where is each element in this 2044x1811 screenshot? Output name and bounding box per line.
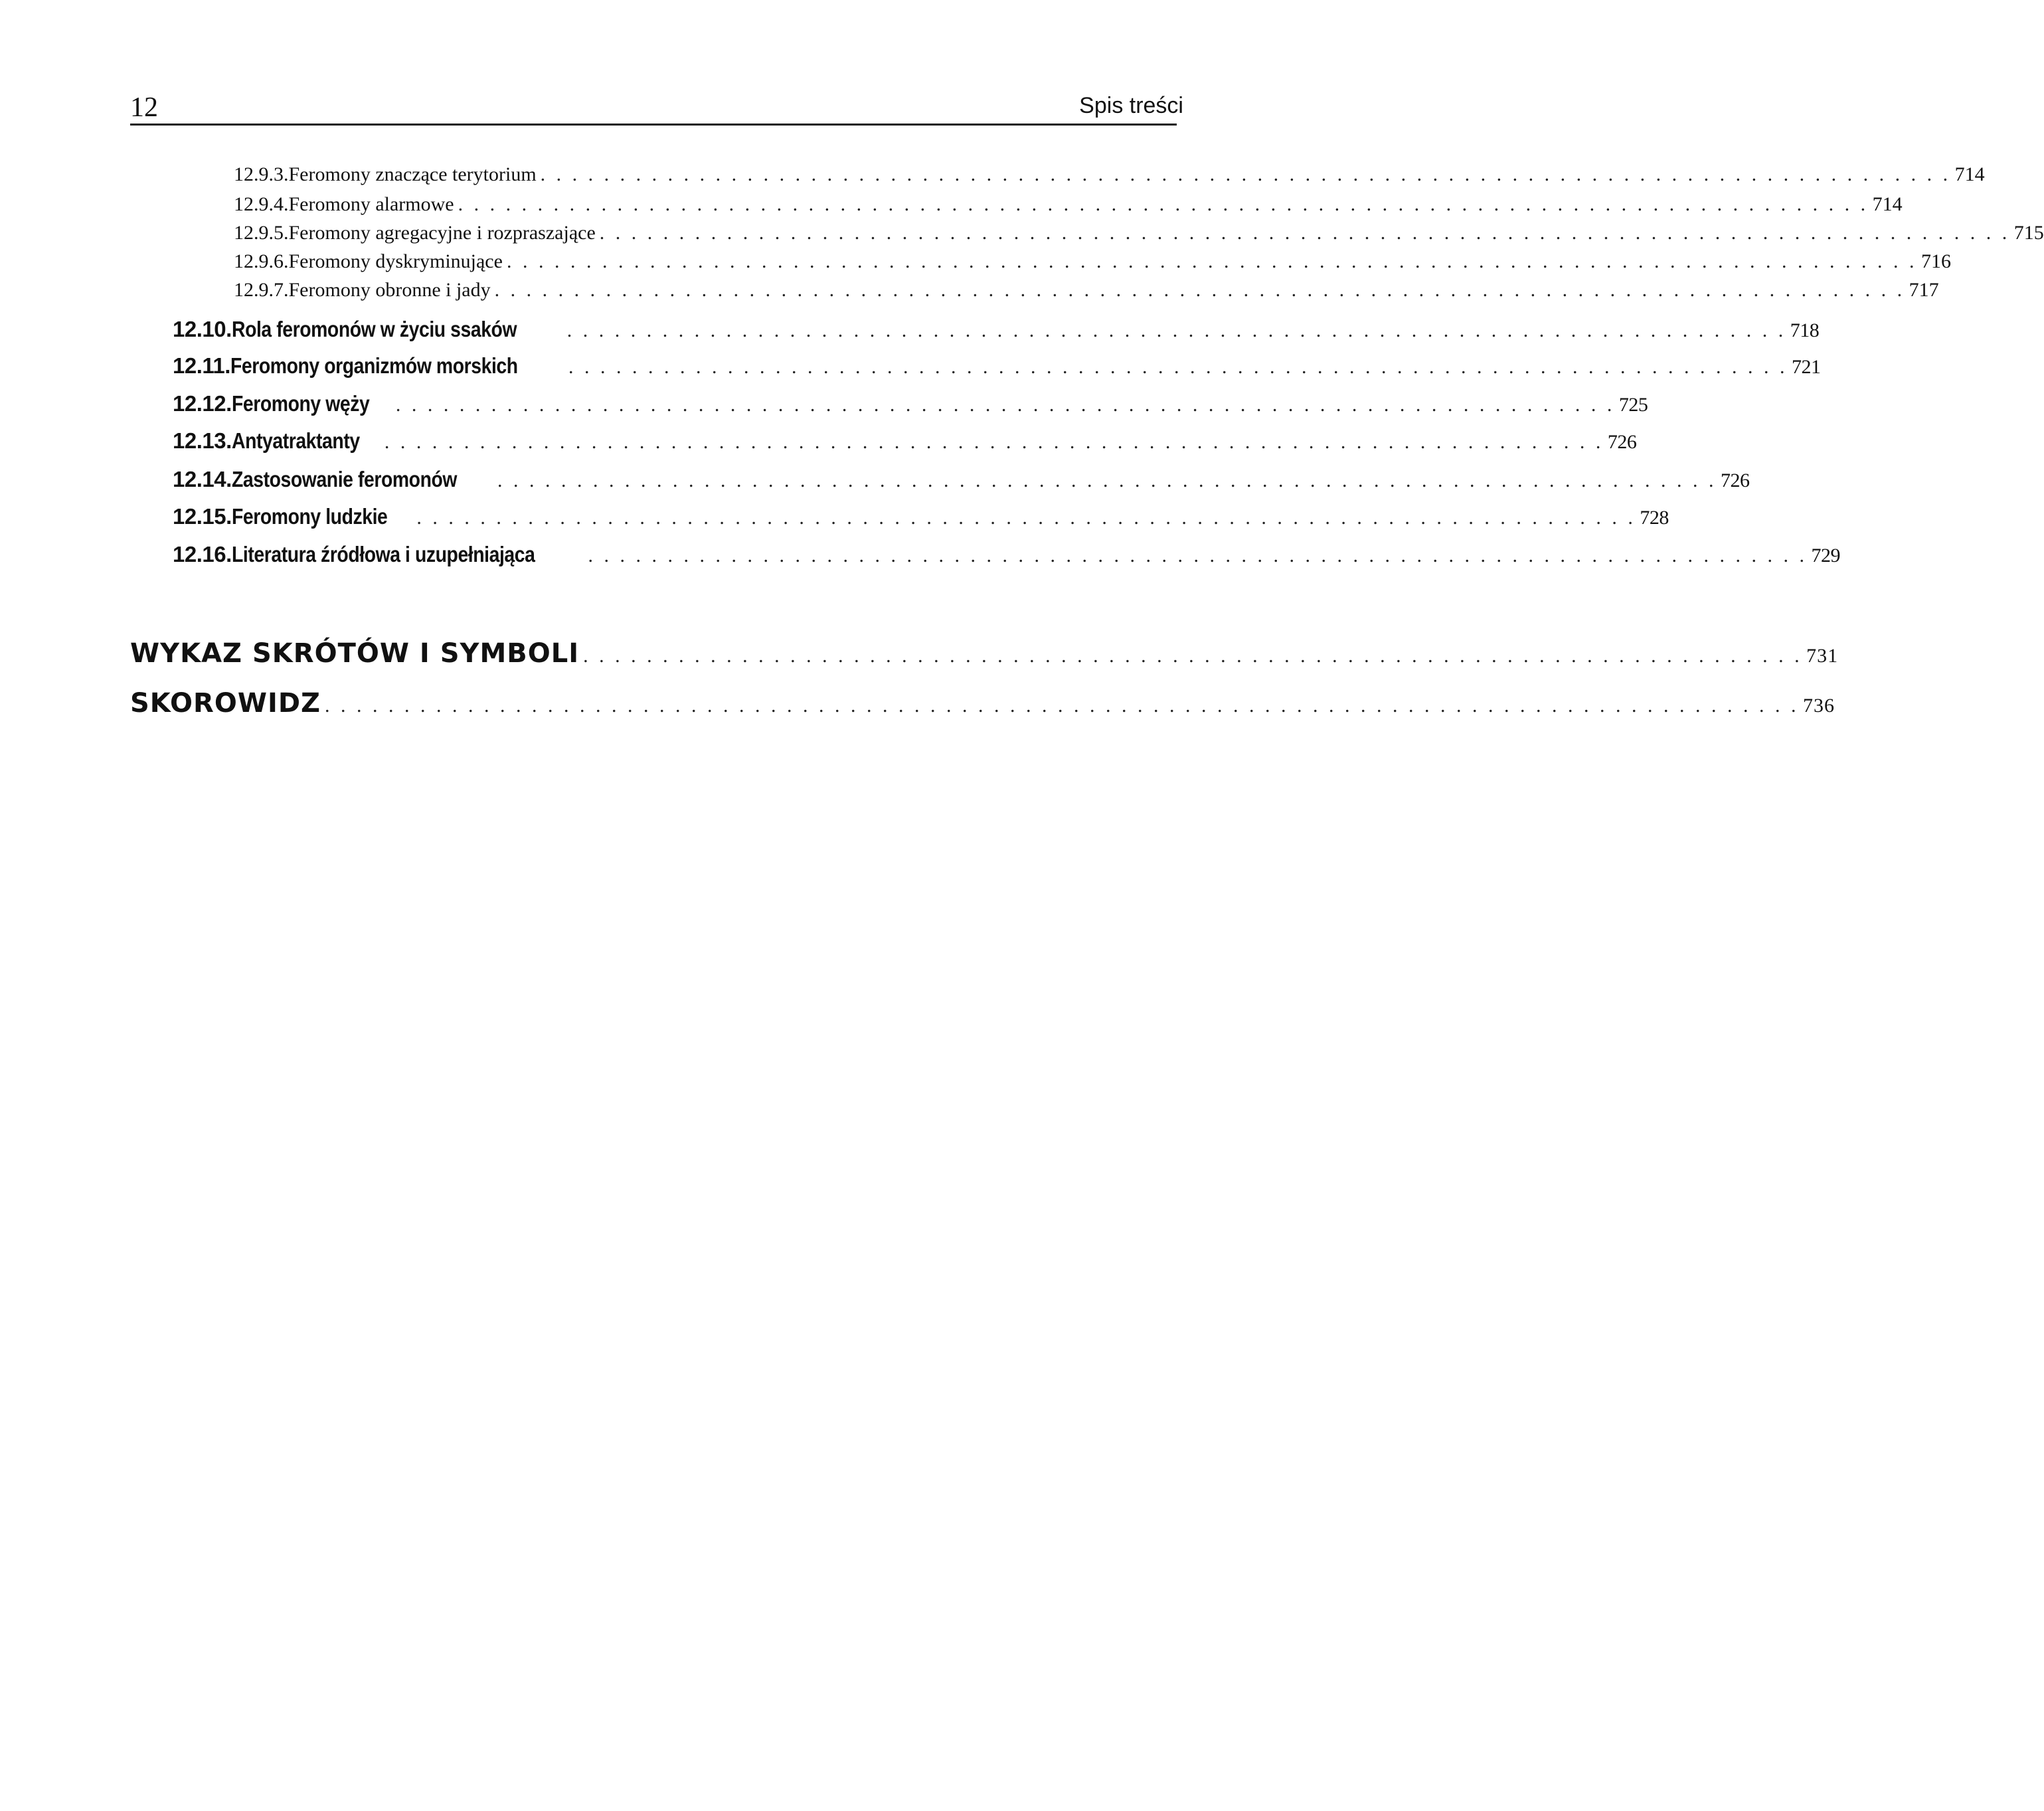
- toc-leader-dots: . . . . . . . . . . . . . . . . . . . . . . . . . . . . . . . . . . . . . . . . . . . . . . . . . . . . . . . . . . . . . . . . . . . . . . . . . . . . .: [568, 356, 1788, 378]
- toc-entry-page: 716: [1920, 250, 1951, 272]
- toc-entry[interactable]: [173, 391, 1648, 416]
- toc-chapter-entry[interactable]: [130, 688, 1835, 719]
- toc-entry[interactable]: [234, 193, 1903, 216]
- toc-leader-dots: . . . . . . . . . . . . . . . . . . . . . . . . . . . . . . . . . . . . . . . . . . . . . . . . . . . . . . . . . . . . . . . . . . . . . . . . . . . . .: [497, 470, 1717, 491]
- toc-entry[interactable]: [173, 428, 1637, 454]
- toc-entry-number: 12.11.: [173, 353, 230, 378]
- toc-chapter-title: SKOROWIDZ: [130, 688, 321, 719]
- toc-entry-number: 12.13.: [173, 428, 232, 453]
- toc-entry-page: 714: [1872, 193, 1903, 215]
- toc-entry-page: 718: [1790, 319, 1820, 341]
- toc-entry-page: 725: [1618, 394, 1648, 416]
- toc-leader-dots: . . . . . . . . . . . . . . . . . . . . . . . . . . . . . . . . . . . . . . . . . . . . . . . . . . . . . . . . . . . . . . . . . . . . . . . . . . . . .: [583, 645, 1803, 667]
- toc-leader-dots: . . . . . . . . . . . . . . . . . . . . . . . . . . . . . . . . . . . . . . . . . . . . . . . . . . . . . . . . . . . . . . . . . . . . . . . . . . . . . . . . . . . . . . . . .: [540, 163, 1951, 185]
- toc-leader-dots: . . . . . . . . . . . . . . . . . . . . . . . . . . . . . . . . . . . . . . . . . . . . . . . . . . . . . . . . . . . . . . . . . . . . . . . . . . . . .: [588, 545, 1808, 566]
- toc-entry[interactable]: [173, 353, 1821, 379]
- toc-entry-title: Feromony węży: [231, 391, 370, 416]
- toc-entry-number: 12.16.: [173, 542, 232, 566]
- toc-entry-number: 12.9.5.: [234, 222, 289, 244]
- toc-leader-dots: . . . . . . . . . . . . . . . . . . . . . . . . . . . . . . . . . . . . . . . . . . . . . . . . . . . . . . . . . . . . . . . . . . . . . . . . . . . . .: [416, 507, 1636, 529]
- toc-entry-title: Rola feromonów w życiu ssaków: [231, 317, 517, 341]
- page-header: [130, 86, 1183, 126]
- toc-leader-dots: . . . . . . . . . . . . . . . . . . . . . . . . . . . . . . . . . . . . . . . . . . . . . . . . . . . . . . . . . . . . . . . . . . . . . . . . . . . . . . . . . . . . . . . . . . . . .: [325, 695, 1800, 717]
- toc-entry-number: 12.14.: [173, 467, 232, 491]
- toc-entry[interactable]: [234, 222, 2044, 244]
- toc-leader-dots: . . . . . . . . . . . . . . . . . . . . . . . . . . . . . . . . . . . . . . . . . . . . . . . . . . . . . . . . . . . . . . . . . . . . . . . . . . . . . . . . . . . . . . . . .: [506, 250, 1917, 272]
- toc-leader-dots: . . . . . . . . . . . . . . . . . . . . . . . . . . . . . . . . . . . . . . . . . . . . . . . . . . . . . . . . . . . . . . . . . . . . . . . . . . . . .: [395, 394, 1615, 416]
- toc-entry[interactable]: [173, 467, 1750, 492]
- toc-entry-number: 12.9.6.: [234, 250, 289, 272]
- toc-leader-dots: . . . . . . . . . . . . . . . . . . . . . . . . . . . . . . . . . . . . . . . . . . . . . . . . . . . . . . . . . . . . . . . . . . . . . . . . . . . . . . . . . . . . . . . . .: [599, 222, 2010, 244]
- toc-entry-page: 736: [1803, 695, 1835, 717]
- toc-entry[interactable]: [234, 163, 1985, 186]
- toc-entry[interactable]: [173, 542, 1841, 567]
- toc-leader-dots: . . . . . . . . . . . . . . . . . . . . . . . . . . . . . . . . . . . . . . . . . . . . . . . . . . . . . . . . . . . . . . . . . . . . . . . . . . . . . . . . . . . . . . . . .: [494, 279, 1905, 301]
- toc-leader-dots: . . . . . . . . . . . . . . . . . . . . . . . . . . . . . . . . . . . . . . . . . . . . . . . . . . . . . . . . . . . . . . . . . . . . . . . . . . . . .: [566, 319, 1786, 341]
- toc-entry-number: 12.9.7.: [234, 279, 289, 301]
- toc-entry-title: Feromony organizmów morskich: [230, 353, 518, 378]
- running-title: Spis treści: [1079, 93, 1183, 118]
- toc-entry-title: Zastosowanie feromonów: [231, 467, 457, 491]
- page-number: 12: [130, 92, 158, 123]
- toc-entry-page: 714: [1954, 163, 1985, 185]
- toc-entry-page: 729: [1811, 545, 1841, 566]
- toc-entry[interactable]: [234, 279, 1939, 302]
- toc-chapter-entry[interactable]: [130, 638, 1839, 669]
- toc-entry-title: Antyatraktanty: [231, 428, 360, 453]
- toc-entry-number: 12.9.3.: [234, 163, 289, 185]
- toc-entry-page: 726: [1720, 470, 1750, 491]
- toc-entry-number: 12.10.: [173, 317, 232, 341]
- toc-entry-page: 726: [1607, 431, 1637, 453]
- toc-entry-title: Feromony dyskryminujące: [288, 250, 503, 272]
- toc-entry-title: Feromony agregacyjne i rozpraszające: [288, 222, 596, 244]
- toc-entry-page: 715: [2013, 222, 2044, 244]
- toc-entry-page: 717: [1909, 279, 1939, 301]
- toc-leader-dots: . . . . . . . . . . . . . . . . . . . . . . . . . . . . . . . . . . . . . . . . . . . . . . . . . . . . . . . . . . . . . . . . . . . . . . . . . . . . .: [384, 431, 1604, 453]
- toc-entry-title: Feromony ludzkie: [231, 504, 388, 529]
- toc-chapter-title: WYKAZ SKRÓTÓW I SYMBOLI: [130, 638, 580, 669]
- toc-entry-number: 12.12.: [173, 391, 232, 416]
- toc-entry[interactable]: [234, 250, 1951, 273]
- toc-entry-title: Feromony znaczące terytorium: [288, 163, 537, 185]
- toc-entry[interactable]: [173, 317, 1820, 342]
- toc-entry-title: Literatura źródłowa i uzupełniająca: [231, 542, 535, 566]
- toc-entry-title: Feromony alarmowe: [288, 193, 454, 215]
- toc-entry[interactable]: [173, 504, 1669, 529]
- toc-entry-page: 731: [1806, 645, 1839, 667]
- toc-leader-dots: . . . . . . . . . . . . . . . . . . . . . . . . . . . . . . . . . . . . . . . . . . . . . . . . . . . . . . . . . . . . . . . . . . . . . . . . . . . . . . . . . . . . . . . . .: [458, 193, 1869, 215]
- toc-entry-number: 12.9.4.: [234, 193, 289, 215]
- toc-entry-page: 721: [1792, 356, 1821, 378]
- toc-entry-number: 12.15.: [173, 504, 232, 529]
- toc-entry-page: 728: [1640, 507, 1669, 529]
- toc-entry-title: Feromony obronne i jady: [288, 279, 491, 301]
